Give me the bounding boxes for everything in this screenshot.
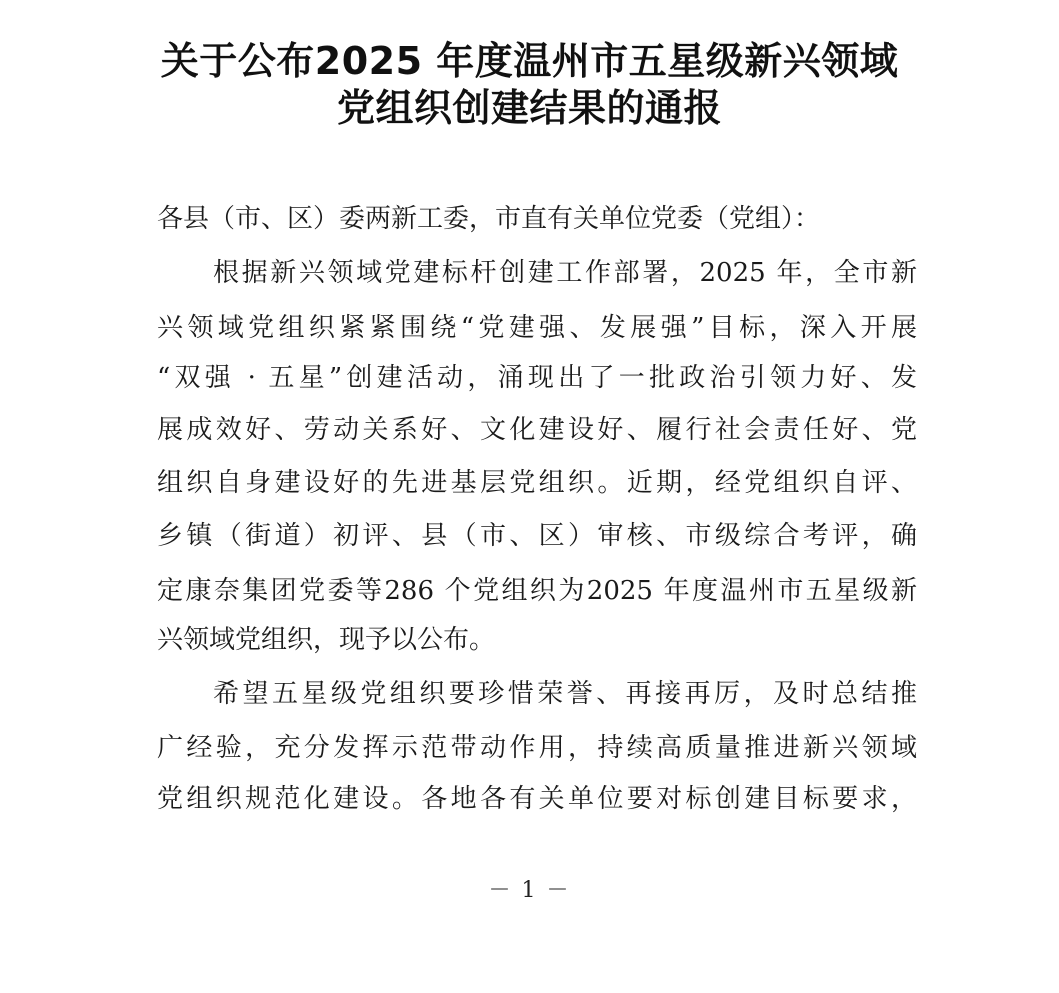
paragraph-2-line: 广经验，充分发挥示范带动作用，持续高质量推进新兴领域 [157, 733, 917, 763]
paragraph-2-line: 希望五星级党组织要珍惜荣誉、再接再厉，及时总结推 [213, 679, 917, 709]
paragraph-1-line: 兴领域党组织，现予以公布。 [157, 625, 496, 655]
paragraph-1-line: 根据新兴领域党建标杆创建工作部署，2025 年，全市新 [213, 258, 917, 288]
document-title-line-1: 关于公布2025 年度温州市五星级新兴领域 [160, 39, 899, 83]
page-number: － 1 － [488, 878, 571, 903]
salutation: 各县（市、区）委两新工委，市直有关单位党委（党组）： [157, 204, 821, 234]
paragraph-1-line: 展成效好、劳动关系好、文化建设好、履行社会责任好、党 [157, 415, 917, 445]
document-title-line-2: 党组织创建结果的通报 [336, 86, 722, 130]
paragraph-1-line: 定康奈集团党委等286 个党组织为2025 年度温州市五星级新 [157, 576, 917, 606]
paragraph-2-line: 党组织规范化建设。各地各有关单位要对标创建目标要求， [157, 784, 917, 814]
paragraph-1-line: 组织自身建设好的先进基层党组织。近期，经党组织自评、 [157, 468, 917, 498]
paragraph-1-line: 乡镇（街道）初评、县（市、区）审核、市级综合考评，确 [157, 521, 917, 551]
paragraph-1-line: “双强 · 五星”创建活动，涌现出了一批政治引领力好、发 [157, 363, 917, 393]
paragraph-1-line: 兴领域党组织紧紧围绕“党建强、发展强”目标，深入开展 [157, 313, 917, 343]
